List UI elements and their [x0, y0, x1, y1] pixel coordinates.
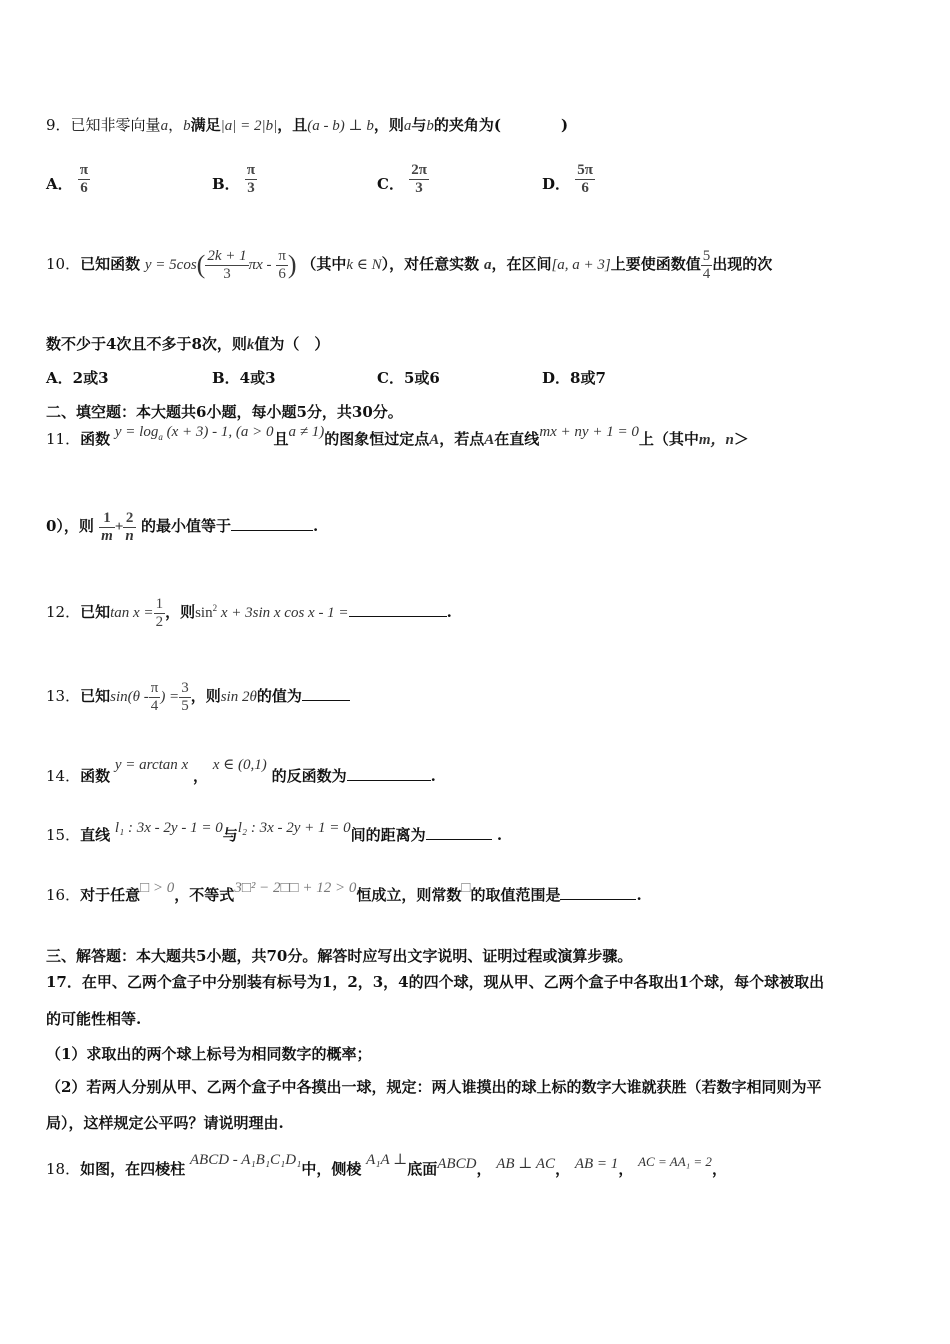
q11-stem: 11．函数 $y = \log_a (x + 3) - 1$, (a > 0且a ≠ 1)的图象恒过定点A，若点A在直线mx + ny + 1 = 0上（其中m，n＞: [46, 424, 749, 448]
q10-stem-cont: 数不少于4次且不多于8次，则k值为（ ）: [46, 335, 330, 353]
q10-option-d[interactable]: D．8或7: [542, 369, 606, 387]
q17-part-2-cont: 局），这样规定公平吗？请说明理由.: [46, 1114, 284, 1132]
q18-number: 18．: [46, 1160, 81, 1178]
q18-stem: 18．如图，在四棱柱 ABCD - A₁B₁C₁D₁中，侧棱 A₁A ⊥底面ABCD， AB ⊥ AC， AB = 1， AC = AA₁ = 2，: [46, 1152, 727, 1178]
q17-part-1: （1）求取出的两个球上标号为相同数字的概率；: [46, 1045, 372, 1063]
q16-answer-blank[interactable]: [560, 885, 636, 900]
q17-line-2: 的可能性相等.: [46, 1010, 142, 1028]
q12-answer-blank[interactable]: [349, 602, 447, 617]
q14-stem: 14．函数 y = arctan x ， x ∈ (0,1) 的反函数为 .: [46, 757, 436, 785]
q10-option-c[interactable]: C．5或6: [377, 369, 440, 387]
q10-option-b[interactable]: B．4或3: [212, 369, 276, 387]
q11-number: 11．: [46, 430, 81, 448]
q10-number: 10．: [46, 255, 81, 273]
q14-answer-blank[interactable]: [347, 766, 431, 781]
q10-stem: 10．已知函数 y = 5cos( $\frac{2k + 1}{3}$ πx - $\frac{\pi}{6}$ ) （其中k ∈ N），对任意实数 a，在区间[a, a + 3]上要使函数值 $\frac{5}{4}$ 出现的次: [46, 248, 773, 282]
q10-option-a[interactable]: A．2或3: [46, 369, 109, 387]
q13-number: 13．: [46, 687, 81, 705]
q16-stem: 16．对于任意□ > 0，不等式3□² − 2□□ + 12 > 0恒成立，则常数□的取值范围是 .: [46, 880, 642, 904]
q15-stem: 15．直线 l₁ : 3x - 2y - 1 = 0与l₂ : 3x - 2y + 1 = 0间的距离为 .: [46, 820, 503, 844]
q14-number: 14．: [46, 767, 81, 785]
q15-number: 15．: [46, 826, 81, 844]
q9-stem: 9．已知非零向量a，b满足|a| = 2|b|，且(a - b) ⊥ b，则a与b的夹角为( ): [46, 116, 569, 134]
q9-option-b[interactable]: B． $\frac{\pi}{3}$: [212, 162, 256, 196]
section-3-heading: 三、解答题：本大题共5小题，共70分。解答时应写出文字说明、证明过程或演算步骤。: [46, 947, 633, 965]
q17-part-2: （2）若两人分别从甲、乙两个盒子中各摸出一球，规定：两人谁摸出的球上标的数字大谁就获胜（若数字相同则为平: [46, 1078, 822, 1096]
q9-number: 9．: [46, 116, 71, 134]
q9-condition-2: (a - b) ⊥ b: [307, 118, 374, 134]
q13-stem: 13．已知sin(θ - $\frac{\pi}{4}$ ) = $\frac{3}{5}$ ，则sin 2θ的值为: [46, 680, 350, 714]
q13-answer-blank[interactable]: [302, 686, 350, 701]
q12-stem: 12．已知tan x = $\frac{1}{2}$ ，则$\sin^2 x + 3\sin$ x cos x - 1 = .: [46, 596, 452, 630]
q9-option-c[interactable]: C． $\frac{2\pi}{3}$: [377, 162, 427, 196]
q9-condition-1: |a| = 2|b|: [220, 118, 278, 134]
section-2-heading: 二、填空题：本大题共6小题，每小题5分，共30分。: [46, 403, 403, 421]
q11-stem-cont: 0），则 $\frac{1}{m}$ + $\frac{2}{n}$ 的最小值等于 .: [46, 510, 319, 544]
q12-number: 12．: [46, 603, 81, 621]
q9-option-a[interactable]: A． $\frac{\pi}{6}$: [46, 162, 89, 196]
q16-number: 16．: [46, 886, 81, 904]
q11-answer-blank[interactable]: [231, 516, 313, 531]
q17-line-1: 17．在甲、乙两个盒子中分别装有标号为1，2，3，4的四个球，现从甲、乙两个盒子中各取出1个球，每个球被取出: [46, 973, 825, 991]
q15-answer-blank[interactable]: [426, 825, 492, 840]
q9-option-d[interactable]: D． $\frac{5\pi}{6}$: [542, 162, 593, 196]
